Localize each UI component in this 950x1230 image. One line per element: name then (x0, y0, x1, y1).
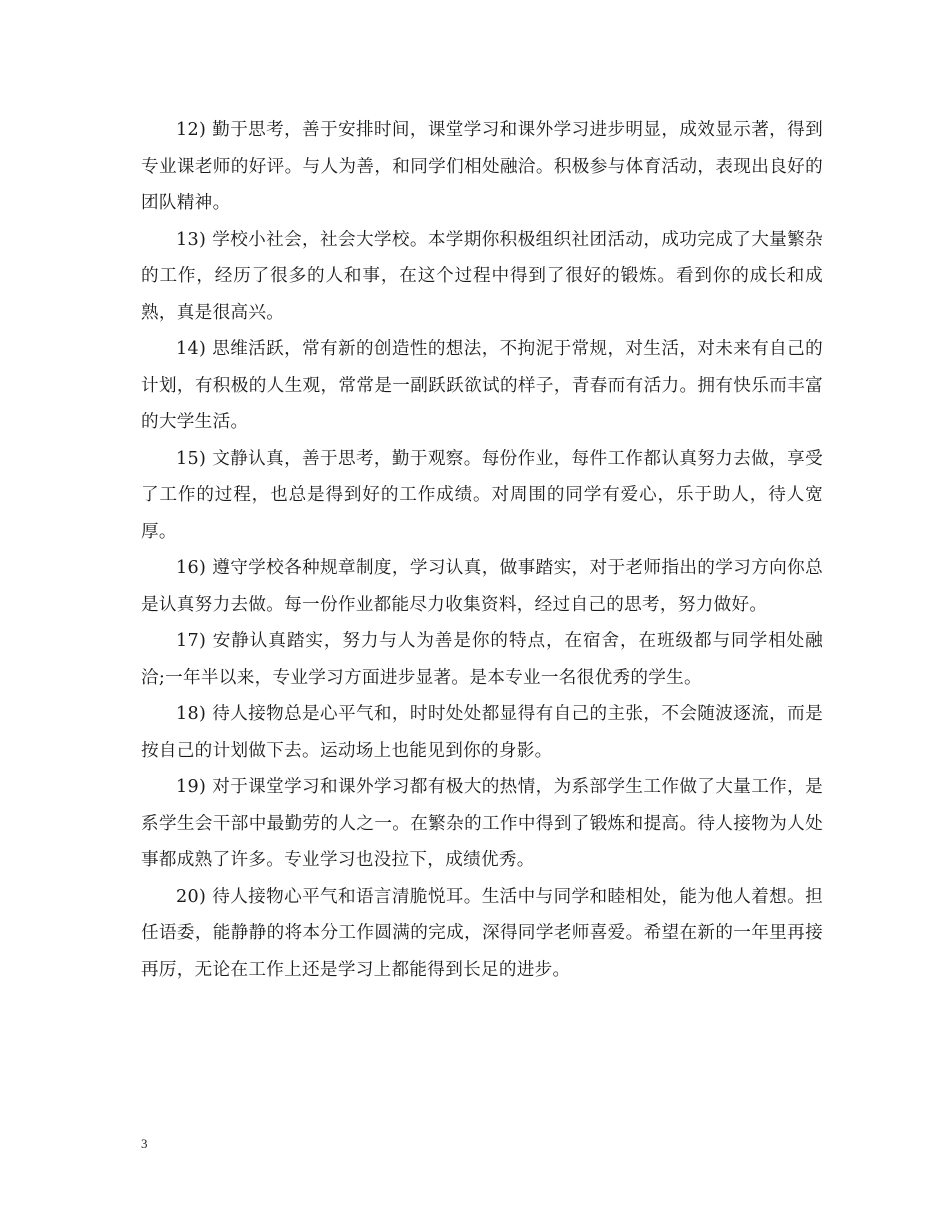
paragraph-number: 15) (176, 448, 207, 469)
paragraph-number: 13) (176, 229, 207, 250)
paragraph-number: 12) (176, 120, 207, 140)
paragraph-text: 思维活跃，常有新的创造性的想法，不拘泥于常规，对生活，对未来有自己的计划，有积极的人生观，常常是一副跃跃欲试的样子，青春而有活力。拥有快乐而丰富的大学生活。 (141, 339, 823, 432)
paragraph-text: 安静认真踏实，努力与人为善是你的特点，在宿舍，在班级都与同学相处融洽;一年半以来，专业学习方面进步显著。是本专业一名很优秀的学生。 (141, 631, 823, 688)
paragraph-number: 17) (176, 631, 207, 651)
paragraph-18 (141, 696, 823, 769)
page-number: 3 (141, 1136, 148, 1151)
paragraph-20 (141, 879, 823, 989)
paragraph-number: 14) (176, 339, 207, 359)
document-body (141, 112, 823, 988)
paragraph-19 (141, 769, 823, 879)
paragraph-text: 文静认真，善于思考，勤于观察。每份作业，每件工作都认真努力去做，享受了工作的过程，也总是得到好的工作成绩。对周围的同学有爱心，乐于助人，待人宽厚。 (141, 448, 823, 542)
paragraph-number: 19) (176, 777, 207, 797)
paragraph-number: 16) (176, 558, 207, 578)
paragraph-text: 待人接物心平气和语言清脆悦耳。生活中与同学和睦相处，能为他人着想。担任语委，能静静的将本分工作圆满的完成，深得同学老师喜爱。希望在新的一年里再接再厉，无论在工作上还是学习上都能得到长足的进步。 (141, 886, 823, 980)
paragraph-text: 勤于思考，善于安排时间，课堂学习和课外学习进步明显，成效显示著，得到专业课老师的好评。与人为善，和同学们相处融洽。积极参与体育活动，表现出良好的团队精神。 (141, 120, 823, 213)
paragraph-text: 遵守学校各种规章制度，学习认真，做事踏实，对于老师指出的学习方向你总是认真努力去做。每一份作业都能尽力收集资料，经过自己的思考，努力做好。 (141, 558, 823, 615)
paragraph-16 (141, 550, 823, 623)
paragraph-number: 20) (176, 886, 207, 907)
paragraph-text: 学校小社会，社会大学校。本学期你积极组织社团活动，成功完成了大量繁杂的工作，经历了很多的人和事，在这个过程中得到了很好的锻炼。看到你的成长和成熟，真是很高兴。 (141, 229, 823, 323)
paragraph-13 (141, 222, 823, 332)
paragraph-17 (141, 623, 823, 696)
paragraph-number: 18) (176, 704, 207, 724)
paragraph-text: 对于课堂学习和课外学习都有极大的热情，为系部学生工作做了大量工作，是系学生会干部中最勤劳的人之一。在繁杂的工作中得到了锻炼和提高。待人接物为人处事都成熟了许多。专业学习也没拉下，成绩优秀。 (141, 777, 823, 870)
paragraph-14 (141, 331, 823, 441)
paragraph-text: 待人接物总是心平气和，时时处处都显得有自己的主张，不会随波逐流，而是按自己的计划做下去。运动场上也能见到你的身影。 (141, 704, 823, 761)
paragraph-15 (141, 441, 823, 551)
paragraph-12 (141, 112, 823, 222)
